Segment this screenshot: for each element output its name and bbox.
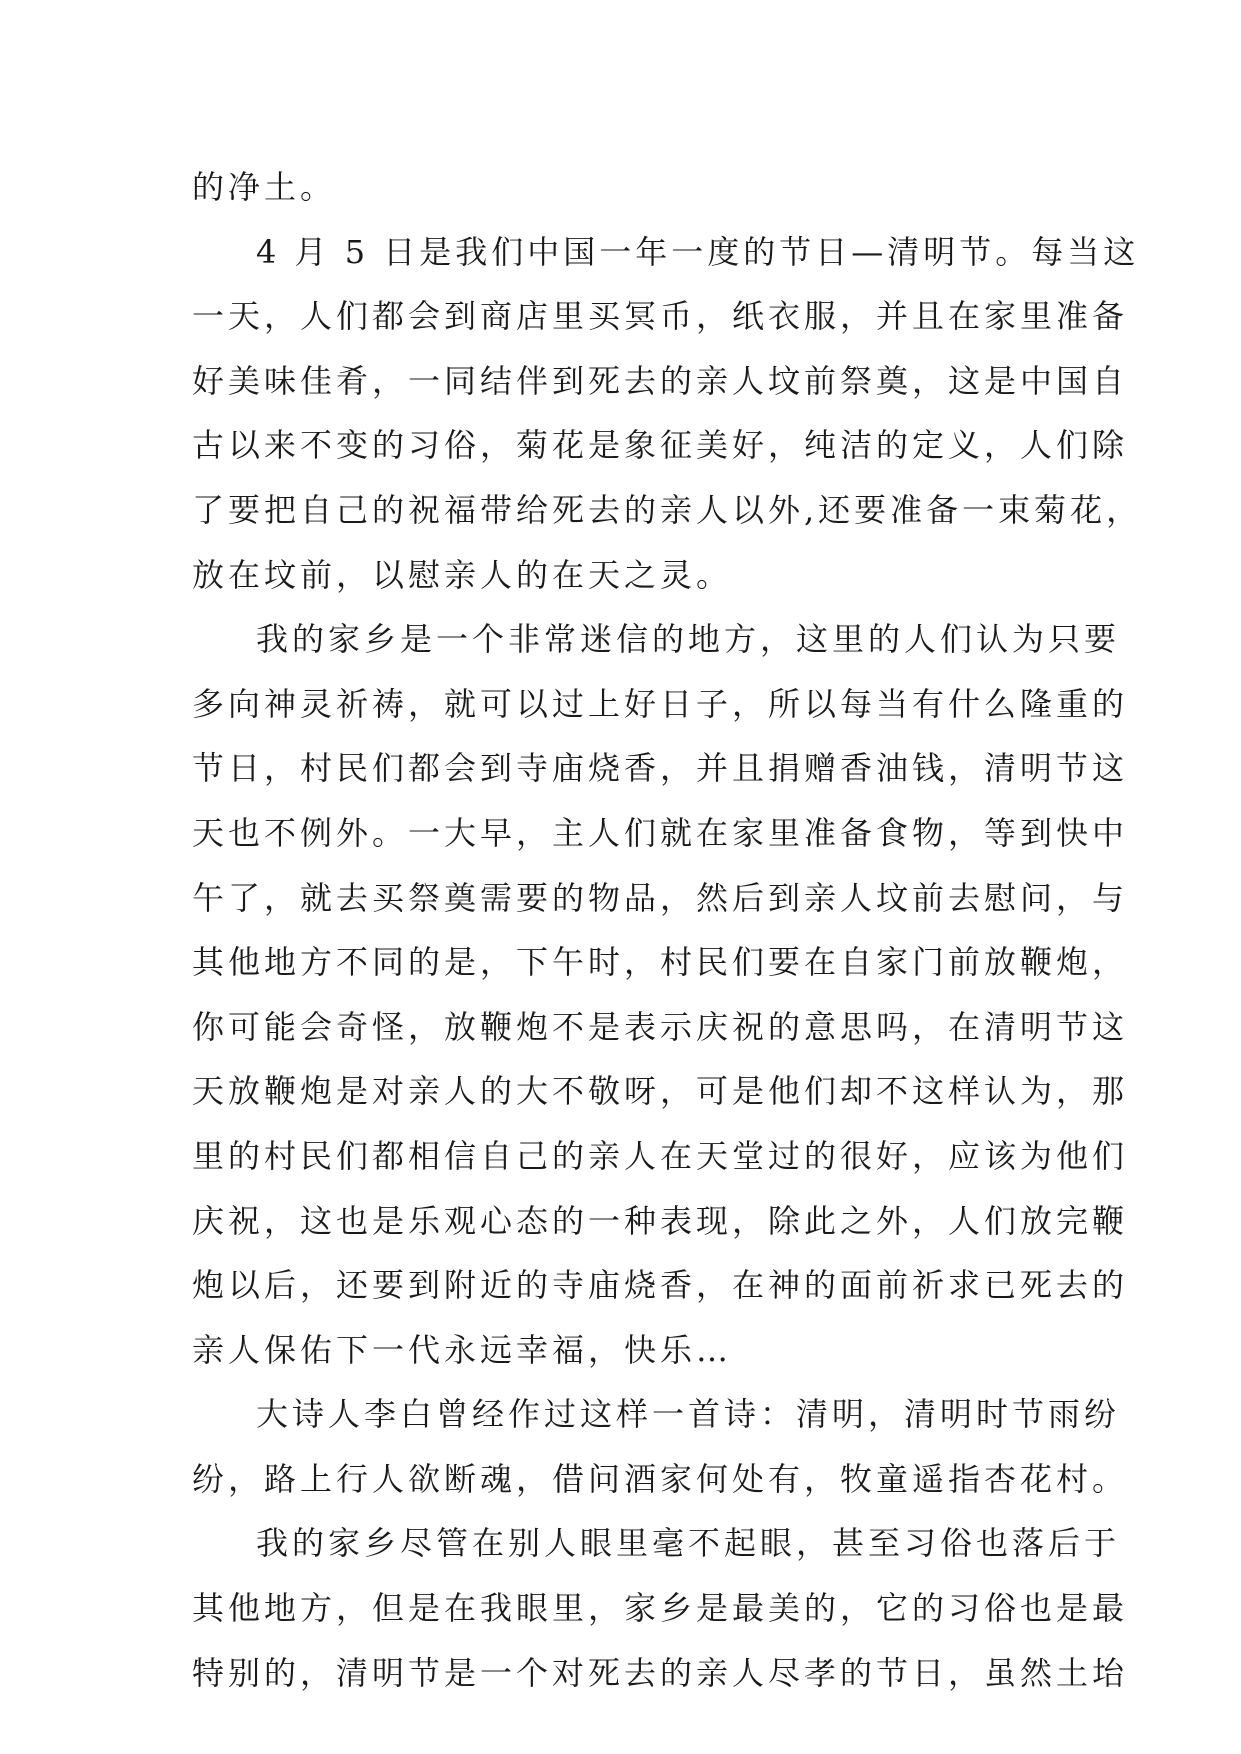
text-line: 里的村民们都相信自己的亲人在天堂过的很好，应该为他们 xyxy=(192,1136,1129,1175)
text-line: 天也不例外。一大早，主人们就在家里准备食物，等到快中 xyxy=(192,813,1129,852)
text-line: 纷，路上行人欲断魂，借问酒家何处有，牧童遥指杏花村。 xyxy=(192,1459,1129,1498)
text-line: 庆祝，这也是乐观心态的一种表现，除此之外，人们放完鞭 xyxy=(192,1201,1129,1240)
text-line: 4 月 5 日是我们中国一年一度的节日—清明节。每当这 xyxy=(256,232,1140,271)
text-line: 我的家乡是一个非常迷信的地方，这里的人们认为只要 xyxy=(256,620,1121,659)
text-line: 其他地方，但是在我眼里，家乡是最美的，它的习俗也是最 xyxy=(192,1589,1129,1628)
text-line: 炮以后，还要到附近的寺庙烧香，在神的面前祈求已死去的 xyxy=(192,1266,1129,1305)
text-line: 亲人保佑下一代永远幸福，快乐… xyxy=(192,1330,733,1369)
text-line: 放在坟前，以慰亲人的在天之灵。 xyxy=(192,555,733,594)
text-line: 我的家乡尽管在别人眼里毫不起眼，甚至习俗也落后于 xyxy=(256,1524,1121,1563)
text-line: 特别的，清明节是一个对死去的亲人尽孝的节日，虽然土坮 xyxy=(192,1653,1129,1692)
text-line: 你可能会奇怪，放鞭炮不是表示庆祝的意思吗，在清明节这 xyxy=(192,1007,1129,1046)
text-line: 天放鞭炮是对亲人的大不敬呀，可是他们却不这样认为，那 xyxy=(192,1072,1129,1111)
text-line: 一天，人们都会到商店里买冥币，纸衣服，并且在家里准备 xyxy=(192,297,1129,336)
text-line: 大诗人李白曾经作过这样一首诗：清明，清明时节雨纷 xyxy=(256,1395,1121,1434)
text-line: 好美味佳肴，一同结伴到死去的亲人坟前祭奠，这是中国自 xyxy=(192,361,1129,400)
text-line: 古以来不变的习俗，菊花是象征美好，纯洁的定义，人们除 xyxy=(192,426,1129,465)
text-line: 午了，就去买祭奠需要的物品，然后到亲人坟前去慰问，与 xyxy=(192,878,1129,917)
text-line: 多向神灵祈祷，就可以过上好日子，所以每当有什么隆重的 xyxy=(192,684,1129,723)
text-line: 其他地方不同的是，下午时，村民们要在自家门前放鞭炮， xyxy=(192,943,1129,982)
text-line: 节日，村民们都会到寺庙烧香，并且捐赠香油钱，清明节这 xyxy=(192,749,1129,788)
text-line: 了要把自己的祝福带给死去的亲人以外,还要准备一束菊花， xyxy=(192,490,1143,529)
body-text xyxy=(192,155,1143,1705)
text-line: 的净土。 xyxy=(192,168,337,206)
